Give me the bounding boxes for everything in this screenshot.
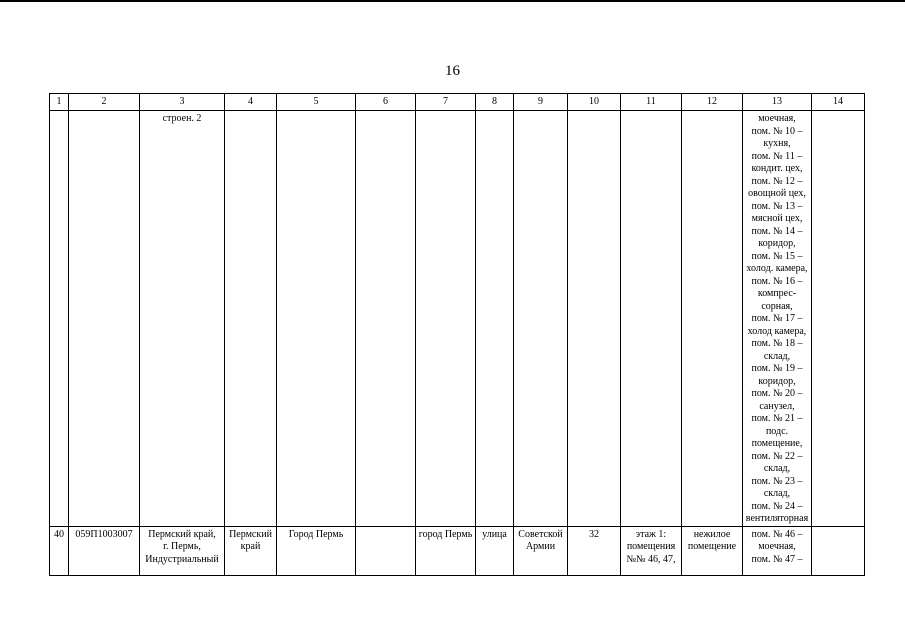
- page-number: 16: [445, 63, 460, 79]
- region-cell: Пермский край: [225, 526, 277, 575]
- table-cell: [225, 111, 277, 527]
- premises-list-cell: пом. № 46 – моечная, пом. № 47 –: [743, 526, 812, 575]
- table-cell-premises-list: моечная, пом. № 10 – кухня, пом. № 11 – кондит. цех, пом. № 12 – овощной цех, пом. № 13 – мясной цех, пом. № 14 – коридор, пом. № 15 – холод. камера, пом. № 16 – компрес- сорная, пом. № 17 – холод камера, пом. № 18 – склад, пом. № 19 – коридор, пом. № 20 – санузел, пом. № 21 – подс. помещение, пом. № 22 – склад, пом. № 23 – склад, пом. № 24 – вентиляторная: [743, 111, 812, 527]
- row-number-cell: 40: [50, 526, 69, 575]
- table-row-40: [50, 526, 865, 575]
- premises-type-cell: нежилое помещение: [682, 526, 743, 575]
- column-number-header-row: [50, 94, 865, 111]
- table-cell: [514, 111, 568, 527]
- table-cell: [682, 111, 743, 527]
- column-header-2: 2: [69, 94, 140, 111]
- municipality-cell: Город Пермь: [277, 526, 356, 575]
- street-type-cell: улица: [476, 526, 514, 575]
- street-name-cell: Советской Армии: [514, 526, 568, 575]
- table-cell: [356, 526, 416, 575]
- cadastral-id-cell: 059П1003007: [69, 526, 140, 575]
- column-header-11: 11: [621, 94, 682, 111]
- table-cell: строен. 2: [140, 111, 225, 527]
- table-cell: [356, 111, 416, 527]
- table-cell: [812, 526, 865, 575]
- column-header-5: 5: [277, 94, 356, 111]
- column-header-14: 14: [812, 94, 865, 111]
- house-number-cell: 32: [568, 526, 621, 575]
- column-header-13: 13: [743, 94, 812, 111]
- column-header-1: 1: [50, 94, 69, 111]
- table-cell: [50, 111, 69, 527]
- column-header-4: 4: [225, 94, 277, 111]
- table-cell: [812, 111, 865, 527]
- table-cell: [416, 111, 476, 527]
- city-cell: город Пермь: [416, 526, 476, 575]
- column-header-7: 7: [416, 94, 476, 111]
- column-header-12: 12: [682, 94, 743, 111]
- table-cell: [69, 111, 140, 527]
- column-header-6: 6: [356, 94, 416, 111]
- table-cell: [277, 111, 356, 527]
- table-cell: [476, 111, 514, 527]
- table-row-continuation: [50, 111, 865, 527]
- address-cell: Пермский край, г. Пермь, Индустриальный: [140, 526, 225, 575]
- page-top-rule: [0, 0, 905, 2]
- table-cell: [568, 111, 621, 527]
- register-table: [49, 93, 865, 576]
- column-header-9: 9: [514, 94, 568, 111]
- column-header-3: 3: [140, 94, 225, 111]
- column-header-10: 10: [568, 94, 621, 111]
- column-header-8: 8: [476, 94, 514, 111]
- floor-premises-cell: этаж 1: помещения №№ 46, 47,: [621, 526, 682, 575]
- table-cell: [621, 111, 682, 527]
